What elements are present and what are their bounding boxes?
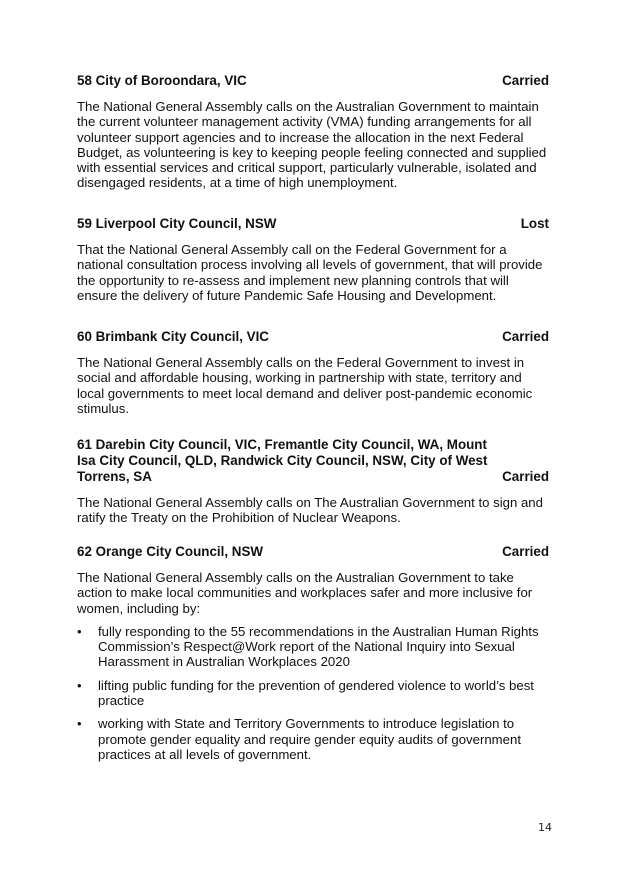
list-item — [77, 624, 549, 670]
motion-60 — [77, 329, 549, 416]
bullet-icon: • — [77, 677, 82, 693]
motion-body: The National General Assembly calls on the Australian Government to take action to make local communities and workplaces safer and more inclusive for women, including by: — [77, 570, 533, 616]
list-item-text: lifting public funding for the prevention of gendered violence to world’s best practice — [98, 677, 534, 709]
motion-title: 62 Orange City Council, NSW — [77, 544, 264, 559]
bullet-icon: • — [77, 623, 82, 639]
motion-status: Carried — [502, 544, 549, 559]
list-item-text: working with State and Territory Governments to introduce legislation to promote gender equality and require gender equity audits of government practices at all levels of government. — [98, 716, 522, 762]
list-item — [77, 716, 549, 762]
motion-61 — [77, 437, 549, 526]
motion-58 — [77, 73, 549, 191]
list-item — [77, 678, 549, 709]
motion-body: The National General Assembly calls on The Australian Government to sign and ratify the Treaty on the Prohibition of Nuclear Weapons. — [77, 495, 543, 526]
list-item-text: fully responding to the 55 recommendations in the Australian Human Rights Commission’s Respect@Work report of the National Inquiry into Sexual Harassment in Australian Workplaces 2020 — [98, 623, 539, 670]
motion-title: 60 Brimbank City Council, VIC — [77, 329, 269, 344]
motion-body: The National General Assembly calls on the Australian Government to maintain the current volunteer management activity (VMA) funding arrangements for all volunteer support agencies and to increase the allocation in the next Federal Budget, as volunteering is key to keeping people feeling connected and supplied with essential services and critical support, particularly vulnerable, isolated and disengaged residents, at a time of high unemployment. — [77, 99, 547, 191]
motion-status: Carried — [502, 469, 549, 484]
motion-body: That the National General Assembly call on the Federal Government for a national consultation process involving all levels of government, that will provide the opportunity to re-assess and implement new planning controls that will ensure the delivery of future Pandemic Safe Housing and Development. — [77, 242, 543, 303]
motion-status: Lost — [520, 216, 549, 231]
motion-header — [77, 329, 549, 345]
motion-title: 58 City of Boroondara, VIC — [77, 73, 247, 88]
motion-body: The National General Assembly calls on the Federal Government to invest in social and affordable housing, working in partnership with state, territory and local governments to meet local demand and deliver post-pandemic economic stimulus. — [77, 355, 533, 416]
page-number: 14 — [538, 821, 552, 834]
motion-status: Carried — [502, 73, 549, 88]
motion-status: Carried — [502, 329, 549, 344]
motion-62 — [77, 544, 549, 770]
motion-title: 59 Liverpool City Council, NSW — [77, 216, 277, 231]
motion-header — [77, 73, 549, 89]
bullet-icon: • — [77, 716, 82, 732]
motion-header — [77, 437, 549, 485]
motion-header — [77, 544, 549, 560]
motion-header — [77, 216, 549, 232]
motion-title: 61 Darebin City Council, VIC, Fremantle City Council, WA, Mount Isa City Council, QLD, Randwick City Council, NSW, City of West Torrens, SA — [77, 437, 488, 484]
bullet-list — [77, 624, 549, 762]
motion-59 — [77, 216, 549, 303]
